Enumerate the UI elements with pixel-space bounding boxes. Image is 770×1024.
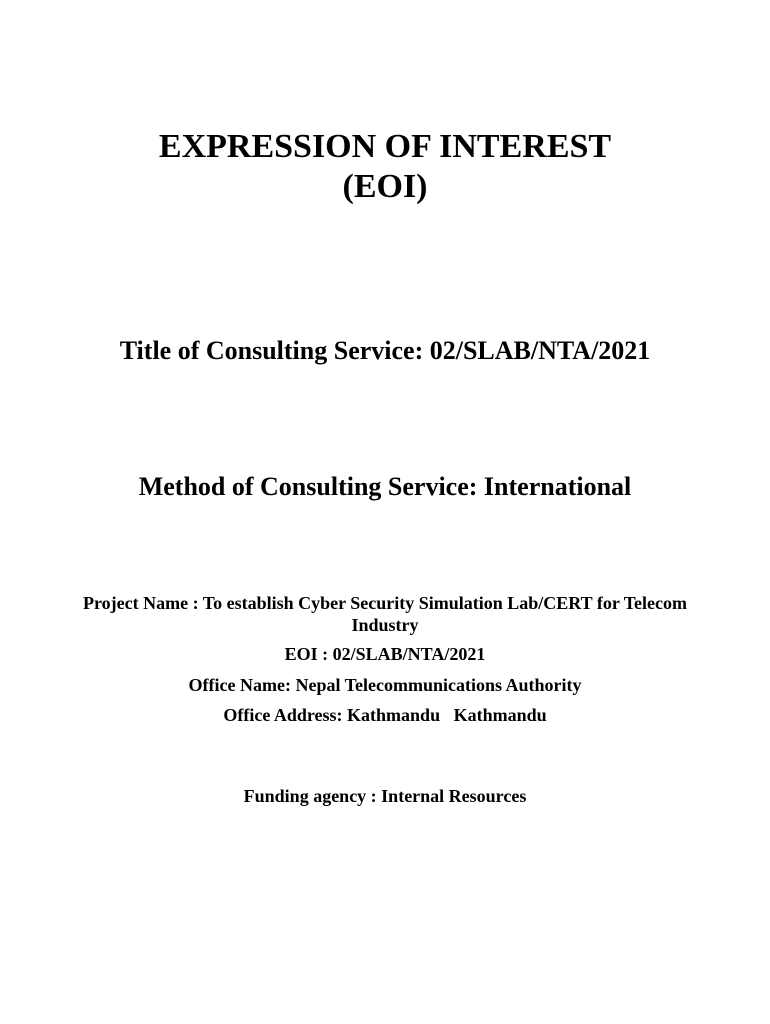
funding-agency: Funding agency : Internal Resources (243, 786, 527, 806)
project-name-line2: Industry (351, 615, 419, 635)
office-address: Office Address: Kathmandu Kathmandu (223, 705, 547, 725)
document-title-line2: (EOI) (342, 168, 428, 205)
document-title-line1: EXPRESSION OF INTEREST (158, 128, 612, 165)
eoi-number: EOI : 02/SLAB/NTA/2021 (284, 644, 486, 664)
project-name-line1: Project Name : To establish Cyber Security Simulation Lab/CERT for Telecom (82, 593, 688, 613)
consulting-service-method: Method of Consulting Service: International (138, 472, 632, 501)
office-name: Office Name: Nepal Telecommunications Authority (188, 675, 582, 695)
consulting-service-title: Title of Consulting Service: 02/SLAB/NTA/2021 (119, 336, 651, 365)
